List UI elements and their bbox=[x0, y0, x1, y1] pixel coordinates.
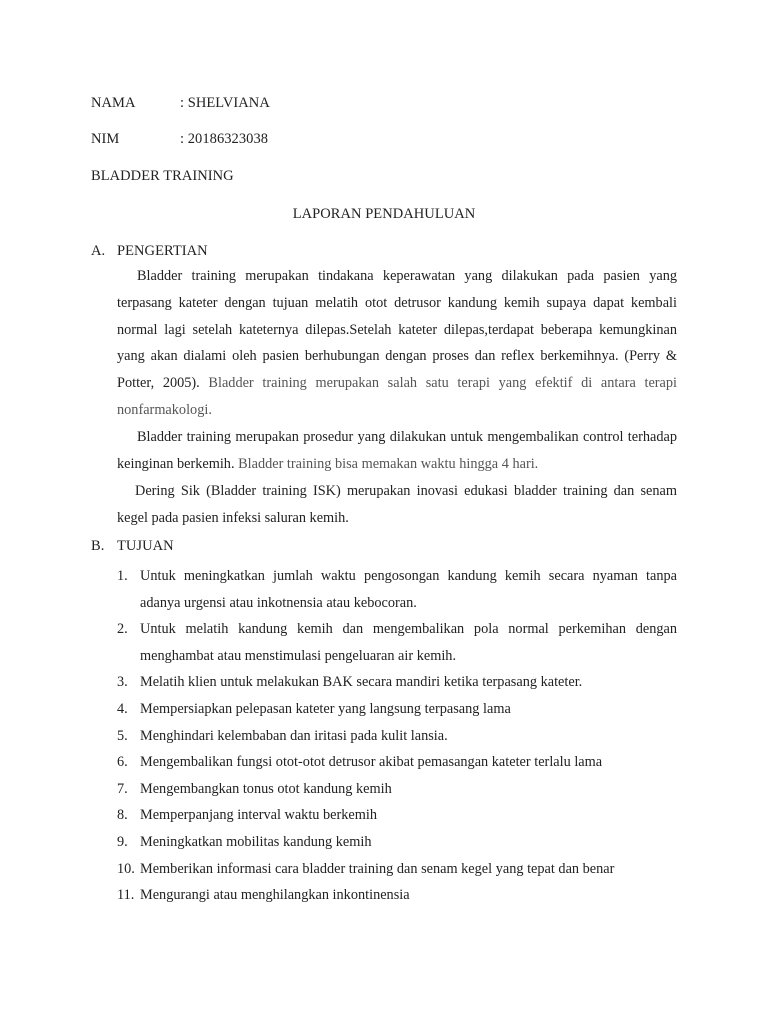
list-item bbox=[117, 776, 677, 803]
list-item-text: Untuk melatih kandung kemih dan mengembalikan pola normal perkemihan dengan menghambat atau menstimulasi pengeluaran air kemih. bbox=[140, 621, 677, 664]
definition-paragraph-2-main: Bladder training merupakan prosedur yang dilakukan untuk mengembalikan control terhadap keinginan berkemih. bbox=[117, 429, 677, 472]
definition-paragraph-1 bbox=[117, 263, 677, 424]
definition-paragraph-1-main: Bladder training merupakan tindakana keperawatan yang dilakukan pada pasien yang terpasang kateter dengan tujuan melatih otot detrusor kandung kemih supaya dapat kembali normal lagi setelah kateternya dilepas.Setelah kateter dilepas,terdapat beberapa kemungkinan yang akan dialami oleh pasien berhubungan dengan proses dan reflex berkemihnya. (Perry & Potter, 2005). bbox=[117, 268, 677, 392]
list-item-number: 8. bbox=[117, 807, 128, 824]
list-item-text: Mempersiapkan pelepasan kateter yang langsung terpasang lama bbox=[140, 700, 511, 717]
section-a-letter: A. bbox=[91, 243, 106, 259]
section-a-heading: PENGERTIAN bbox=[117, 243, 208, 259]
list-item bbox=[117, 749, 677, 776]
list-item-number: 9. bbox=[117, 833, 128, 850]
list-item-number: 5. bbox=[117, 727, 128, 744]
list-item-number: 11. bbox=[117, 887, 135, 904]
list-item bbox=[117, 696, 677, 723]
definition-paragraph-3: Dering Sik (Bladder training ISK) merupakan inovasi edukasi bladder training dan senam kegel pada pasien infeksi saluran kemih. bbox=[117, 483, 677, 526]
definition-paragraph-2-tail: Bladder training bisa memakan waktu hingga 4 hari. bbox=[234, 455, 539, 472]
list-item-number: 7. bbox=[117, 780, 128, 797]
list-item-number: 10. bbox=[117, 860, 135, 877]
list-item bbox=[117, 723, 677, 750]
list-item bbox=[117, 669, 677, 696]
list-item-text: Mengurangi atau menghilangkan inkontinensia bbox=[140, 887, 410, 904]
list-item bbox=[117, 802, 677, 829]
list-item-number: 1. bbox=[117, 568, 128, 584]
list-item bbox=[117, 563, 677, 616]
list-item-text: Mengembangkan tonus otot kandung kemih bbox=[140, 780, 392, 797]
list-item-text: Melatih klien untuk melakukan BAK secara mandiri ketika terpasang kateter. bbox=[140, 674, 583, 691]
list-item-text: Menghindari kelembaban dan iritasi pada kulit lansia. bbox=[140, 727, 448, 744]
page-title: LAPORAN PENDAHULUAN bbox=[292, 206, 476, 222]
nama-value: : SHELVIANA bbox=[180, 95, 270, 111]
list-item bbox=[117, 829, 677, 856]
list-item bbox=[117, 882, 677, 909]
definition-paragraph-1-tail: Bladder training merupakan salah satu terapi yang efektif di antara terapi nonfarmakologi. bbox=[117, 375, 678, 418]
list-item-number: 3. bbox=[117, 674, 128, 691]
list-item-number: 4. bbox=[117, 700, 128, 717]
list-item bbox=[117, 856, 677, 883]
list-item-number: 6. bbox=[117, 754, 128, 771]
section-b-heading: TUJUAN bbox=[117, 538, 174, 554]
topic-heading: BLADDER TRAINING bbox=[91, 168, 234, 184]
objectives-list bbox=[117, 563, 677, 909]
list-item bbox=[117, 616, 677, 669]
list-item-text: Meningkatkan mobilitas kandung kemih bbox=[140, 833, 372, 850]
list-item-text: Mengembalikan fungsi otot-otot detrusor akibat pemasangan kateter terlalu lama bbox=[140, 754, 603, 771]
list-item-text: Memperpanjang interval waktu berkemih bbox=[140, 807, 378, 824]
list-item-text: Untuk meningkatkan jumlah waktu pengosongan kandung kemih secara nyaman tanpa adanya urgensi atau inkotnensia atau kebocoran. bbox=[140, 568, 677, 611]
nama-label: NAMA bbox=[91, 95, 136, 111]
list-item-number: 2. bbox=[117, 621, 128, 638]
list-item-text: Memberikan informasi cara bladder training dan senam kegel yang tepat dan benar bbox=[140, 860, 615, 877]
section-b-letter: B. bbox=[91, 538, 105, 554]
definition-paragraph-2 bbox=[117, 424, 677, 478]
nim-label: NIM bbox=[91, 131, 120, 147]
nim-value: : 20186323038 bbox=[180, 131, 269, 147]
